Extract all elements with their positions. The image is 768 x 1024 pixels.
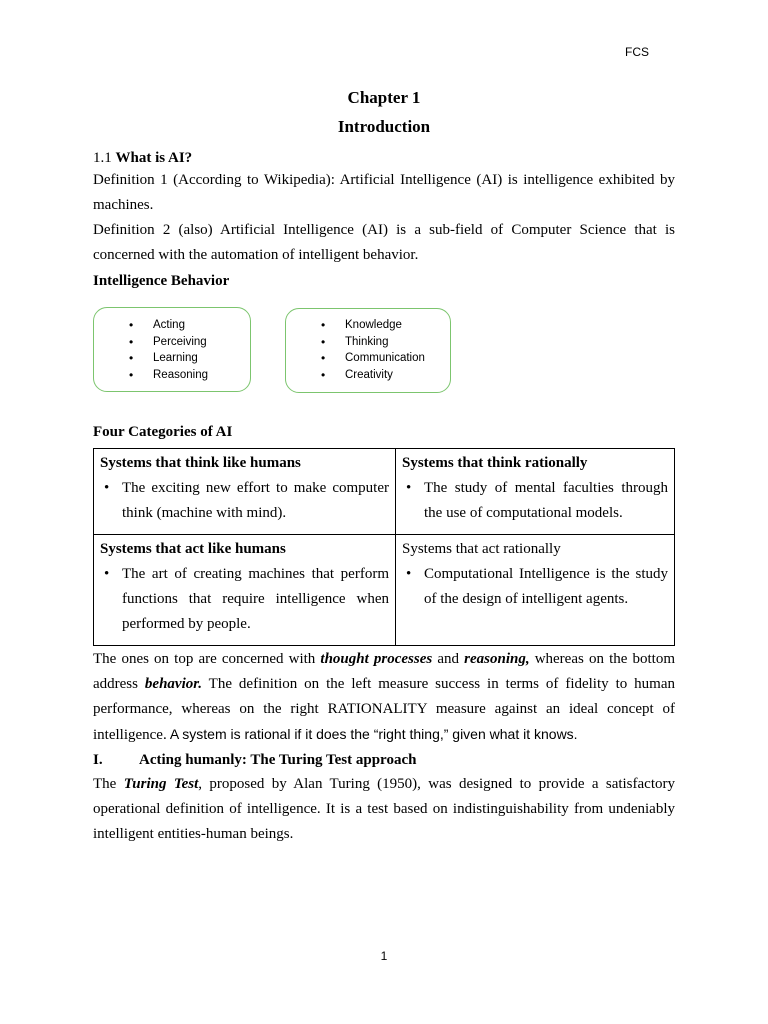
table-cell	[94, 449, 396, 535]
list-item: • Learning	[129, 350, 250, 367]
categories-table	[93, 448, 675, 646]
cell-title: Systems that think rationally	[402, 455, 588, 471]
emphasis: thought processes	[320, 651, 433, 667]
table-row	[94, 449, 675, 535]
intelligence-behavior-heading: Intelligence Behavior	[93, 273, 230, 289]
table-row	[94, 535, 675, 646]
list-item: • Knowledge	[321, 317, 450, 334]
list-item: • Acting	[129, 317, 250, 334]
text-run: whereas on the bottom address	[93, 651, 676, 692]
page-number: 1	[380, 949, 388, 963]
four-categories-heading: Four Categories of AI	[93, 424, 233, 440]
cell-title: Systems that act like humans	[100, 541, 286, 557]
cell-bullet: • The exciting new effort to make computer think (machine with mind).	[100, 476, 389, 526]
definition-2: Definition 2 (also) Artificial Intelligence (AI) is a sub-field of Computer Science that is concerned with the automation of intelligent behavior.	[93, 222, 675, 263]
text-run: The ones on top are concerned with	[93, 651, 321, 667]
emphasis: reasoning,	[464, 651, 530, 667]
text-run: The	[93, 776, 124, 792]
list-item: • Reasoning	[129, 367, 250, 384]
text-run: A system is rational if it does the “right thing,” given what it knows.	[166, 726, 578, 742]
list-item: • Perceiving	[129, 334, 250, 351]
section-title: Acting humanly: The Turing Test approach	[139, 752, 417, 768]
text-run: The definition on the left measure success in terms of fidelity to human performance, whereas on the right RATIONALITY measure against an ideal concept of intelligence.	[93, 676, 675, 743]
cell-bullet: • Computational Intelligence is the study of the design of intelligent agents.	[402, 562, 668, 612]
summary-paragraph	[93, 647, 675, 748]
cell-title: Systems that act rationally	[402, 541, 561, 557]
emphasis: Turing Test	[123, 776, 199, 792]
section-number: 1.1	[93, 150, 116, 166]
behavior-box-right	[285, 308, 451, 393]
header-tag: FCS	[625, 45, 649, 59]
table-cell	[396, 535, 675, 646]
emphasis: behavior.	[144, 676, 203, 692]
cell-title: Systems that think like humans	[100, 455, 301, 471]
section-number: I.	[93, 752, 103, 768]
turing-paragraph	[93, 772, 675, 847]
chapter-title: Chapter 1	[347, 88, 421, 107]
table-cell	[94, 535, 396, 646]
list-item: • Creativity	[321, 367, 450, 384]
section-heading-I	[93, 748, 675, 773]
intro-title: Introduction	[337, 117, 431, 136]
table-cell	[396, 449, 675, 535]
section-title: What is AI?	[115, 150, 193, 166]
cell-bullet: • The study of mental faculties through the use of computational models.	[402, 476, 668, 526]
text-run: and	[432, 651, 465, 667]
list-item: • Communication	[321, 350, 450, 367]
definition-1: Definition 1 (According to Wikipedia): Artificial Intelligence (AI) is intelligence exhibited by machines.	[93, 172, 675, 213]
behavior-box-left	[93, 307, 251, 392]
text-run: , proposed by Alan Turing (1950), was designed to provide a satisfactory operational definition of intelligence. It is a test based on indistinguishability from undeniably intelligent entities-human beings.	[93, 776, 675, 842]
list-item: • Thinking	[321, 334, 450, 351]
cell-bullet: • The art of creating machines that perform functions that require intelligence when performed by people.	[100, 562, 389, 637]
